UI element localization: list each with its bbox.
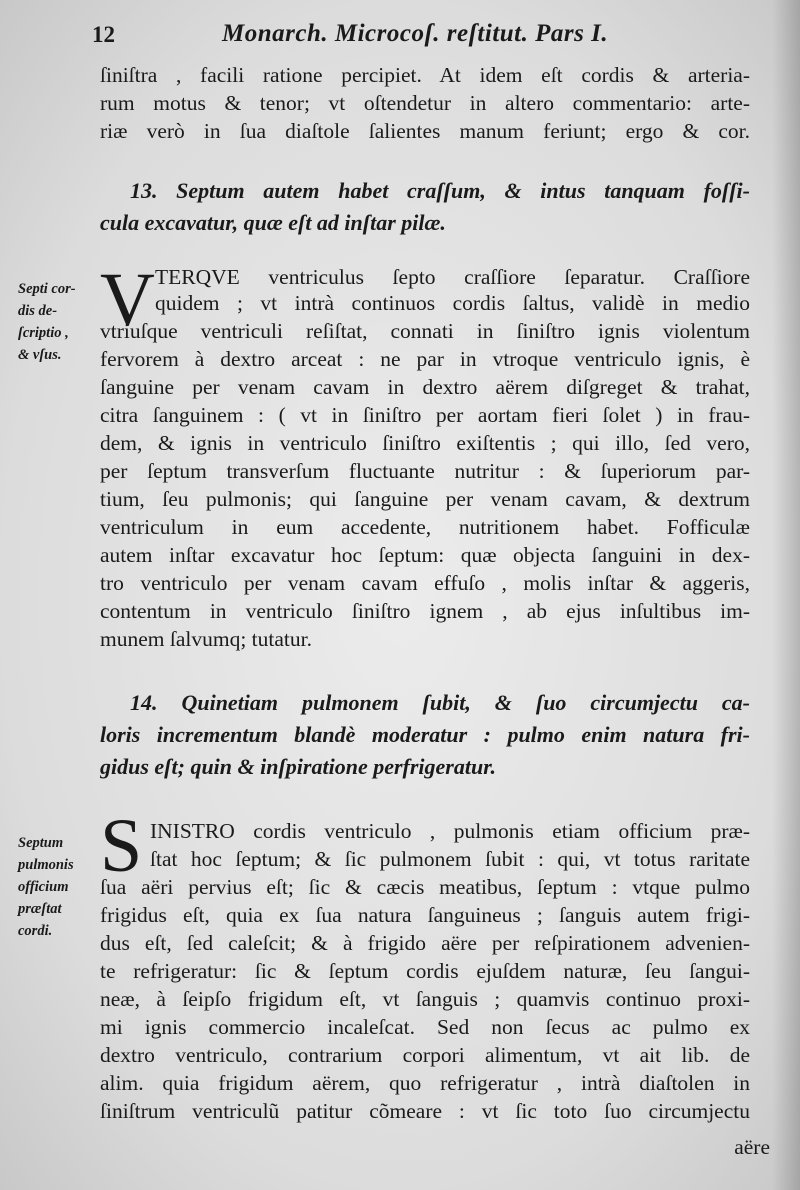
text-line: ventriculum in eum accedente, nutritionem habet. Fofficulæ bbox=[100, 515, 750, 539]
text-line: riæ verò in ſua diaſtole ſalientes manum feriunt; ergo & cor. bbox=[100, 119, 750, 143]
margin-note-line: ſcriptio , bbox=[18, 325, 69, 341]
text-line: dem, & ignis in ventriculo ſiniſtro exiſtentis ; qui illo, ſed vero, bbox=[100, 431, 750, 455]
margin-note-line: Septi cor- bbox=[18, 281, 76, 297]
margin-note-line: præſtat bbox=[18, 901, 62, 917]
text-line: INISTRO cordis ventriculo , pulmonis etiam officium præ- bbox=[150, 819, 750, 843]
text-line: contentum in ventriculo ſiniſtro ignem , ab ejus inſultibus im- bbox=[100, 599, 750, 623]
page-edge-shadow bbox=[772, 0, 800, 1190]
section-13-heading-line: cula excavatur, quæ eſt ad inſtar pilæ. bbox=[100, 210, 446, 235]
text-line: neæ, à ſeipſo frigidum eſt, vt ſanguis ; quamvis continuo proxi- bbox=[100, 987, 750, 1011]
text-line: vtriuſque ventriculi reſiſtat, connati in ſiniſtro ignis violentum bbox=[100, 319, 750, 343]
margin-note-line: & vſus. bbox=[18, 347, 62, 363]
section-14-heading-line: 14. Quinetiam pulmonem ſubit, & ſuo circumjectu ca- bbox=[130, 690, 750, 715]
text-line: per ſeptum transverſum fluctuante nutritur : & ſuperiorum par- bbox=[100, 459, 750, 483]
text-line: dextro ventriculo, contrarium corpori alimentum, vt ait lib. de bbox=[100, 1043, 750, 1067]
margin-note-line: dis de- bbox=[18, 303, 58, 319]
section-14-heading-line: gidus eſt; quin & inſpiratione perfrigeratur. bbox=[100, 754, 497, 779]
text-line: citra ſanguinem : ( vt in ſiniſtro per aortam fieri ſolet ) in frau- bbox=[100, 403, 750, 427]
text-line: TERQVE ventriculus ſepto craſſiore ſeparatur. Craſſiore bbox=[155, 265, 750, 289]
text-line: tium, ſeu pulmonis; qui ſanguine per venam cavam, & dextrum bbox=[100, 487, 750, 511]
catchword: aëre bbox=[734, 1135, 770, 1159]
text-line: ſua aëri pervius eſt; ſic & cæcis meatibus, ſeptum : vtque pulmo bbox=[100, 875, 750, 899]
text-line: ſanguine per venam cavam in dextro aërem diſgreget & trahat, bbox=[100, 375, 750, 399]
text-line: ſiniſtra , facili ratione percipiet. At idem eſt cordis & arteria- bbox=[100, 63, 750, 87]
text-line: frigidus eſt, quia ex ſua natura ſanguineus ; ſanguis autem frigi- bbox=[100, 903, 750, 927]
text-line: fervorem à dextro arceat : ne par in vtroque ventriculo ignis, è bbox=[100, 347, 750, 371]
text-line: ſtat hoc ſeptum; & ſic pulmonem ſubit : qui, vt totus raritate bbox=[150, 847, 750, 871]
section-14-heading-line: loris incrementum blandè moderatur : pulmo enim natura fri- bbox=[100, 722, 750, 747]
margin-note-septum bbox=[18, 832, 98, 942]
text-line: te refrigeratur: ſic & ſeptum cordis ejuſdem naturæ, ſeu ſangui- bbox=[100, 959, 750, 983]
margin-note-line: pulmonis bbox=[18, 857, 74, 873]
page-number: 12 bbox=[92, 22, 115, 47]
section-13-heading-line: 13. Septum autem habet craſſum, & intus tanquam foſſi- bbox=[130, 178, 750, 203]
drop-cap: V bbox=[100, 258, 155, 342]
margin-note-septi bbox=[18, 278, 98, 366]
drop-cap: S bbox=[100, 804, 143, 888]
text-line: autem inſtar excavatur hoc ſeptum: quæ objecta ſanguini in dex- bbox=[100, 543, 750, 567]
margin-note-line: Septum bbox=[18, 835, 64, 851]
running-title: Monarch. Microcoſ. reſtitut. Pars I. bbox=[222, 20, 609, 47]
text-line: rum motus & tenor; vt oſtendetur in altero commentario: arte- bbox=[100, 91, 750, 115]
text-line: alim. quia frigidum aërem, quo refrigeratur , intrà diaſtolen in bbox=[100, 1071, 750, 1095]
text-line: tro ventriculo per venam cavam effuſo , molis inſtar & aggeris, bbox=[100, 571, 750, 595]
text-line: dus eſt, ſed caleſcit; & à frigido aëre per reſpirationem advenien- bbox=[100, 931, 750, 955]
text-line: quidem ; vt intrà continuos cordis ſaltus, validè in medio bbox=[155, 291, 750, 315]
text-line: munem ſalvumq; tutatur. bbox=[100, 627, 312, 651]
running-header bbox=[92, 16, 652, 56]
text-line: ſiniſtrum ventriculũ patitur cõmeare : vt ſic toto ſuo circumjectu bbox=[100, 1099, 750, 1123]
text-line: mi ignis commercio incaleſcat. Sed non ſecus ac pulmo ex bbox=[100, 1015, 750, 1039]
margin-note-line: officium bbox=[18, 879, 69, 895]
margin-note-line: cordi. bbox=[18, 923, 53, 939]
